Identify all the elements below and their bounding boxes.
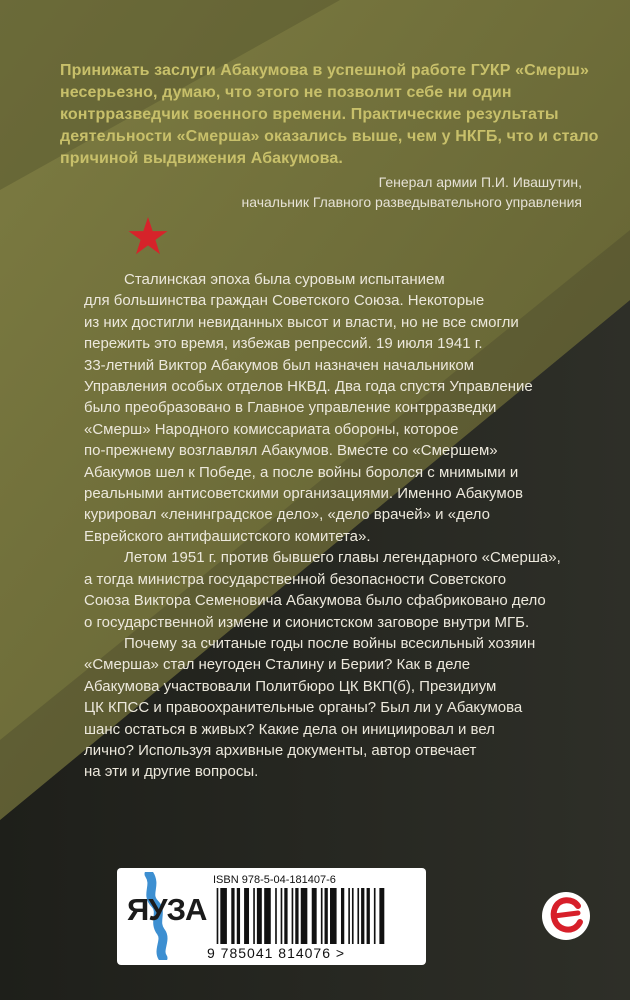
eksmo-e-logo-icon xyxy=(540,888,592,944)
yauza-logo xyxy=(127,872,207,960)
isbn-label: ISBN 978-5-04-181407-6 xyxy=(213,874,336,886)
barcode-bars xyxy=(213,888,398,944)
annotation-paragraph: Летом 1951 г. против бывшего главы легендарного «Смерша», а тогда министра государственной безопасности Советского Союза Виктора Семеновича Абакумова было сфабриковано дело о государственной измене и сионистском заговоре внутри МГБ. xyxy=(84,549,561,631)
yauza-logo-text: ЯУЗА xyxy=(127,892,207,927)
barcode-badge xyxy=(117,868,426,965)
annotation-paragraph: Почему за считаные годы после войны всесильный хозяин «Смерша» стал неугоден Сталину и Берии? Как в деле Абакумова участвовали Политбюро ЦК ВКП(б), Президиум ЦК КПСС и правоохранительные органы? Был ли у Абакумова шанс остаться в живых? Какие дела он инициировал и вел лично? Используя архивные документы, автор отвечает на эти и другие вопросы. xyxy=(84,634,536,781)
annotation-text xyxy=(84,269,564,783)
annotation-paragraph: Сталинская эпоха была суровым испытанием для большинства граждан Советского Союза. Некоторые из них достигли невиданных высот и власти, но не все смогли пережить это время, избежав репрессий. 19 июля 1941 г. 33-летний Виктор Абакумов был назначен начальником Управления особых отделов НКВД. Два года спустя Управление было преобразовано в Главное управление контрразведки «Смерш» Народного комиссариата обороны, которое по-прежнему возглавлял Абакумов. Вместе со «Смершем» Абакумов шел к Победе, а после войны боролся с мнимыми и реальными антисоветскими организациями. Именно Абакумов курировал «ленинградское дело», «дело врачей» и «дело Еврейского антифашистского комитета». xyxy=(84,271,533,545)
epigraph-author-title: начальник Главного разведывательного управления xyxy=(241,194,582,210)
barcode-digits: 9 785041 814076 > xyxy=(207,945,346,961)
red-star-icon xyxy=(128,217,168,255)
epigraph-attribution xyxy=(162,172,582,212)
epigraph-author: Генерал армии П.И. Ивашутин, xyxy=(378,174,582,190)
epigraph-quote: Принижать заслуги Абакумова в успешной работе ГУКР «Смерш» несерьезно, думаю, что этого не позволит себе ни один контрразведчик военного времени. Практические результаты деятельности «Смерша» оказались выше, чем у НКГБ, что и стало причиной выдвижения Абакумова. xyxy=(60,62,599,167)
